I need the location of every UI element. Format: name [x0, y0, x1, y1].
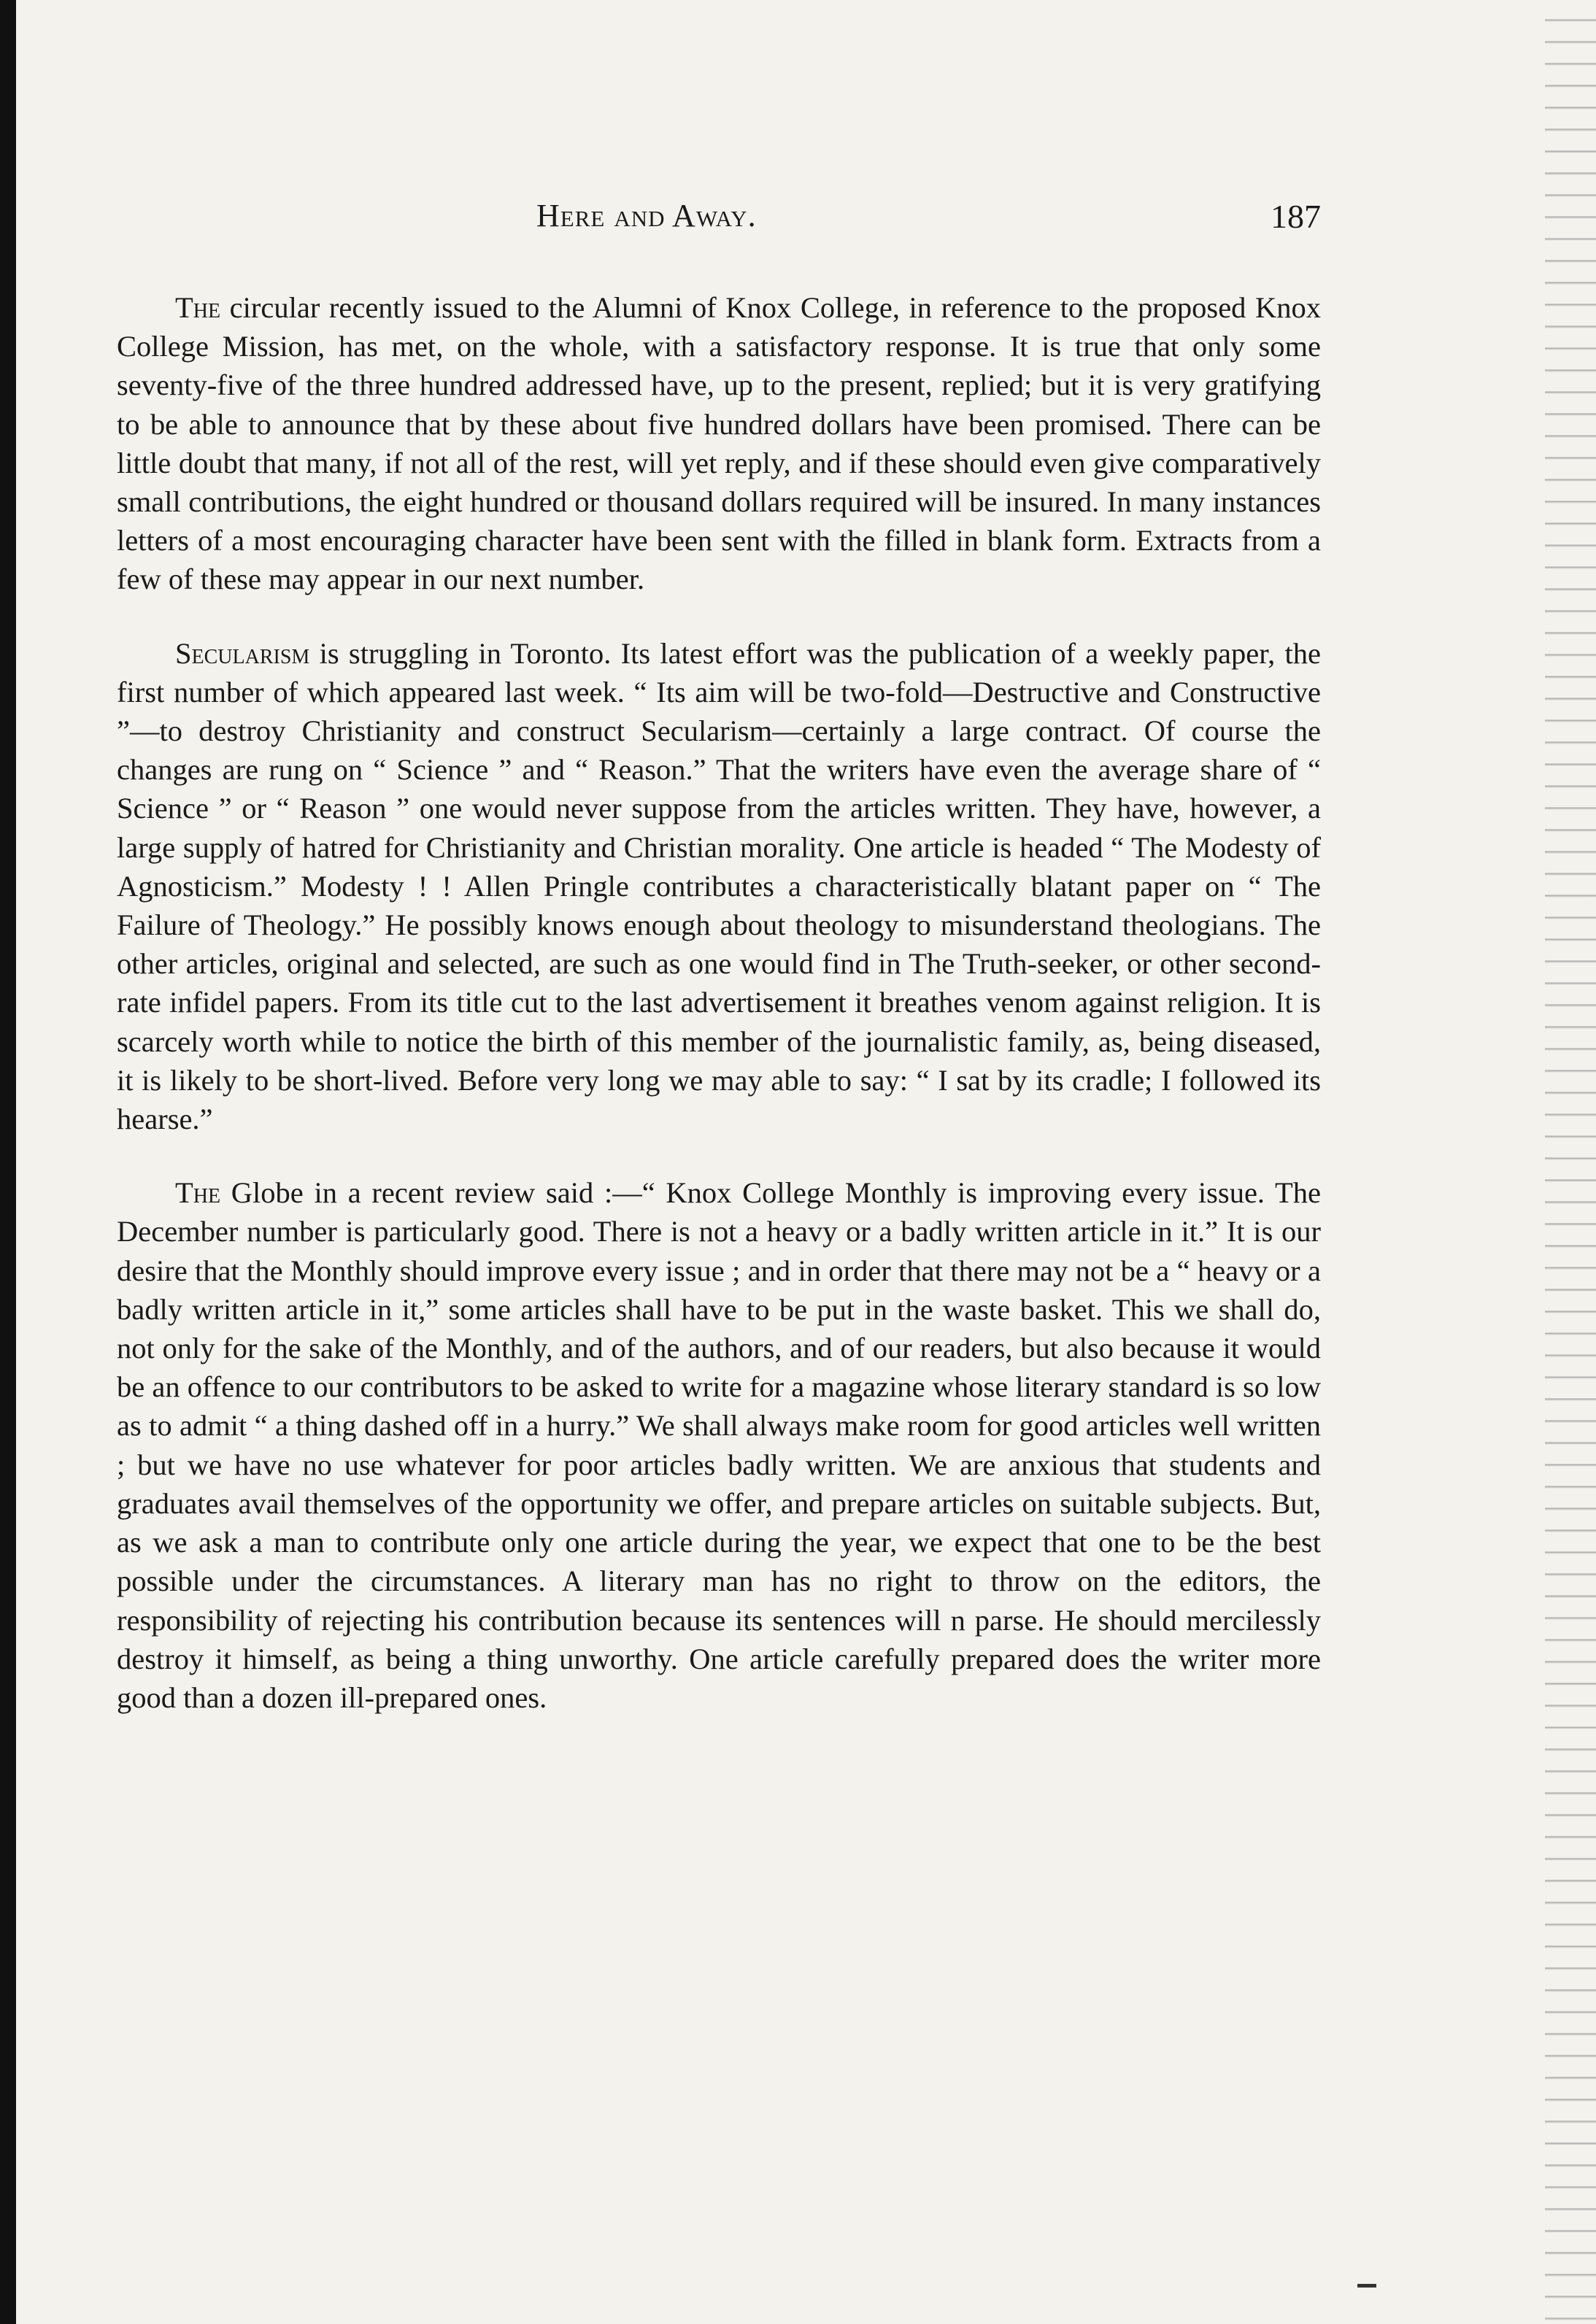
page-body: [117, 288, 1321, 1752]
paragraph-text: Globe in a recent review said :—“ Knox College Monthly is improving every issue. The December number is particularly good. There is not a heavy or a badly written article in it.” It is our desire that the Monthly should improve every issue ; and in order that there may not be a “ heavy or a badly written article in it,” some articles shall have to be put in the waste basket. This we shall do, not only for the sake of the Monthly, and of the authors, and of our readers, but also because it would be an offence to our contributors to be asked to write for a magazine whose literary standard is so low as to admit “ a thing dashed off in a hurry.” We shall always make room for good articles well written ; but we have no use whatever for poor articles badly written. We are anxious that students and graduates avail themselves of the opportunity we offer, and prepare articles on suitable subjects. But, as we ask a man to contribute only one article during the year, we expect that one to be the best possible under the circumstances. A literary man has no right to throw on the editors, the responsibility of rejecting his contribution because its sentences will n parse. He should mercilessly destroy it himself, as being a thing unworthy. One article carefully prepared does the writer more good than a dozen ill-prepared ones.: [117, 1176, 1321, 1714]
binding-edge: [0, 0, 16, 2324]
paragraph-text: is struggling in Toronto. Its latest effort was the publication of a weekly paper, the first number of which appeared last week. “ Its aim will be two-fold—Destructive and Constructive ”—to destroy Christianity and construct Secularism—certainly a large contract. Of course the changes are rung on “ Science ” and “ Reason.” That the writers have even the average share of “ Science ” or “ Reason ” one would never suppose from the articles written. They have, however, a large supply of hatred for Christianity and Christian morality. One article is headed “ The Modesty of Agnosticism.” Modesty ! ! Allen Pringle contributes a characteristically blatant paper on “ The Failure of Theology.” He possibly knows enough about theology to misunderstand theologians. The other articles, original and selected, are such as one would find in The Truth-seeker, or other second-rate infidel papers. From its title cut to the last advertisement it breathes venom against religion. It is scarcely worth while to notice the birth of this member of the journalistic family, as, being diseased, it is likely to be short-lived. Before very long we may able to say: “ I sat by its cradle; I followed its hearse.”: [117, 636, 1321, 1136]
running-head: Here and Away.: [536, 198, 757, 233]
page-number: 187: [1271, 198, 1321, 235]
paragraph-lead: Secularism: [175, 636, 310, 670]
page-edge-shadow: [1545, 0, 1596, 2324]
paragraph-lead: The: [175, 1176, 221, 1210]
paragraph-knox-mission: [117, 288, 1321, 599]
page-header: [161, 197, 1321, 255]
print-artifact-mark: [1357, 2284, 1376, 2288]
paragraph-lead: The: [175, 291, 221, 324]
paragraph-globe-review: [117, 1173, 1321, 1717]
paragraph-text: circular recently issued to the Alumni of Knox College, in reference to the proposed Knox College Mission, has met, on the whole, with a satisfactory response. It is true that only some seventy-five of the three hundred addressed have, up to the present, replied; but it is very gratifying to be able to announce that by these about five hundred dollars have been promised. There can be little doubt that many, if not all of the rest, will yet reply, and if these should even give comparatively small contributions, the eight hundred or thousand dollars required will be insured. In many instances letters of a most encouraging character have been sent with the filled in blank form. Extracts from a few of these may appear in our next number.: [117, 291, 1321, 596]
paragraph-secularism: [117, 634, 1321, 1139]
